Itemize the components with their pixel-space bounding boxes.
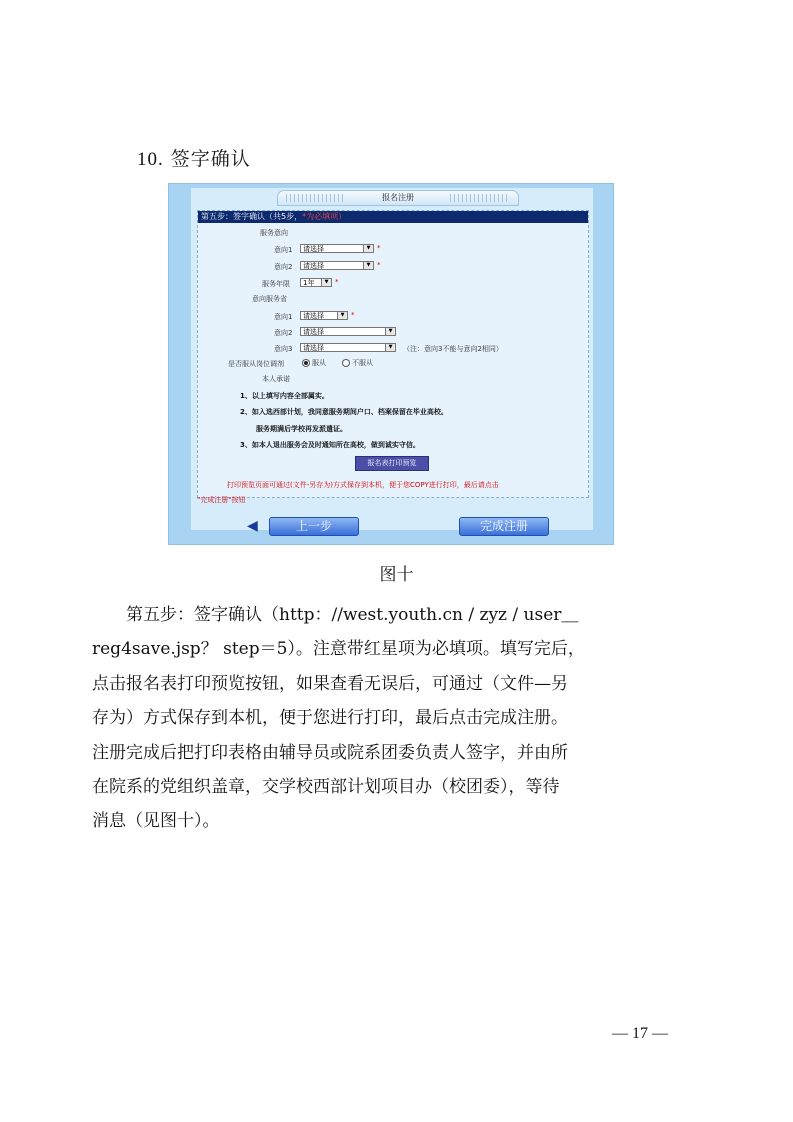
paragraph-line: reg4save.jsp？ step＝5）。注意带红星项为必填项。填写完后， [92,639,585,660]
intent1-select[interactable] [300,244,374,253]
prov-intent2-value: 请选择 [303,328,324,336]
section-title: 签字确认 [170,148,251,170]
title-stripes-right [450,194,510,202]
step-title-bar [198,211,588,223]
paragraph-line: 注册完成后把打印表格由辅导员或院系团委负责人签字，并由所 [92,742,568,763]
prev-step-button[interactable]: 上一步 [269,517,359,536]
prov-intent1-label: 意向1 [274,313,293,321]
step-required-note: *为必填项） [302,212,347,221]
window-title: 报名注册 [382,193,414,202]
prov-intent3-label: 意向3 [274,345,293,353]
registration-screenshot-figure [168,183,614,545]
service-years-select[interactable] [300,278,332,287]
prov-intent2-select[interactable] [300,327,396,336]
intent2-select[interactable] [300,261,374,270]
paragraph-line: 消息（见图十）。 [92,811,220,832]
obey-yes-label: 服从 [312,359,326,367]
commitment-item-2-cont: 服务期满后学校再发派遣证。 [256,425,347,433]
prov-intent1-select[interactable] [300,311,348,320]
print-instruction-note-cont: "完成注册"按钮 [197,496,246,504]
intent2-label: 意向2 [274,263,293,271]
step-panel [197,210,589,498]
paragraph-line: 在院系的党组织盖章，交学校西部计划项目办（校团委），等待 [92,777,560,798]
commitment-title: 本人承诺 [262,375,290,383]
page-number: — 17 — [612,1025,668,1042]
paragraph-line: 存为）方式保存到本机，便于您进行打印，最后点击完成注册。 [92,708,568,729]
title-stripes-left [286,194,346,202]
section-number: 10. [137,149,164,170]
section-heading [137,144,251,171]
chevron-down-icon: ▼ [385,328,395,335]
required-star: * [351,311,355,319]
intent2-select-value: 请选择 [303,262,324,270]
radio-unchecked-icon [342,359,350,367]
chevron-down-icon: ▼ [385,344,395,351]
obey-yes-radio[interactable] [302,358,326,368]
service-intent-label: 服务意向 [260,229,288,237]
prov-intent3-value: 请选择 [303,344,324,352]
figure-caption: 图十 [379,565,414,585]
obey-no-label: 不服从 [352,359,373,367]
required-star: * [377,244,381,252]
paragraph-line: 第五步：签字确认（http：//west.youth.cn / zyz / user＿ [126,605,579,625]
print-instruction-note: 打印预览页面可通过(文件-另存为)方式保存到本机，便于您COPY进行打印，最后请点击 [227,481,499,489]
prov-intent2-label: 意向2 [274,329,293,337]
chevron-down-icon: ▼ [321,279,331,286]
prov-intent3-select[interactable] [300,343,396,352]
print-preview-button[interactable]: 报名表打印预览 [355,456,429,471]
commitment-item-2: 2、如入选西部计划，我同意服务期间户口、档案保留在毕业高校。 [240,408,448,416]
radio-checked-icon [302,359,310,367]
service-years-value: 1年 [303,279,315,287]
chevron-down-icon: ▼ [363,262,373,269]
required-star: * [377,261,381,269]
intent1-label: 意向1 [274,246,293,254]
chevron-down-icon: ▼ [337,312,347,319]
window-title-tab [277,190,519,206]
commitment-item-3: 3、如本人退出服务会及时通知所在高校，做到诚实守信。 [240,441,420,449]
prov-intent-note: （注：意向3不能与意向2相同） [403,345,503,353]
step-title: 第五步：签字确认（共5步， [201,212,303,221]
body-paragraph [92,598,708,839]
paragraph-line: 点击报名表打印预览按钮，如果查看无误后，可通过（文件—另 [92,673,568,694]
commitment-item-1: 1、以上填写内容全部属实。 [240,392,329,400]
finish-registration-button[interactable]: 完成注册 [459,517,549,536]
required-star: * [335,278,339,286]
intent1-select-value: 请选择 [303,245,324,253]
obey-no-radio[interactable] [342,358,373,368]
arrow-left-icon: ◀ [247,518,258,534]
obey-adjust-label: 是否服从岗位调剂 [228,360,284,368]
service-province-label: 意向服务省 [252,295,287,303]
service-years-label: 服务年限 [262,280,290,288]
prov-intent1-value: 请选择 [303,312,324,320]
chevron-down-icon: ▼ [363,245,373,252]
